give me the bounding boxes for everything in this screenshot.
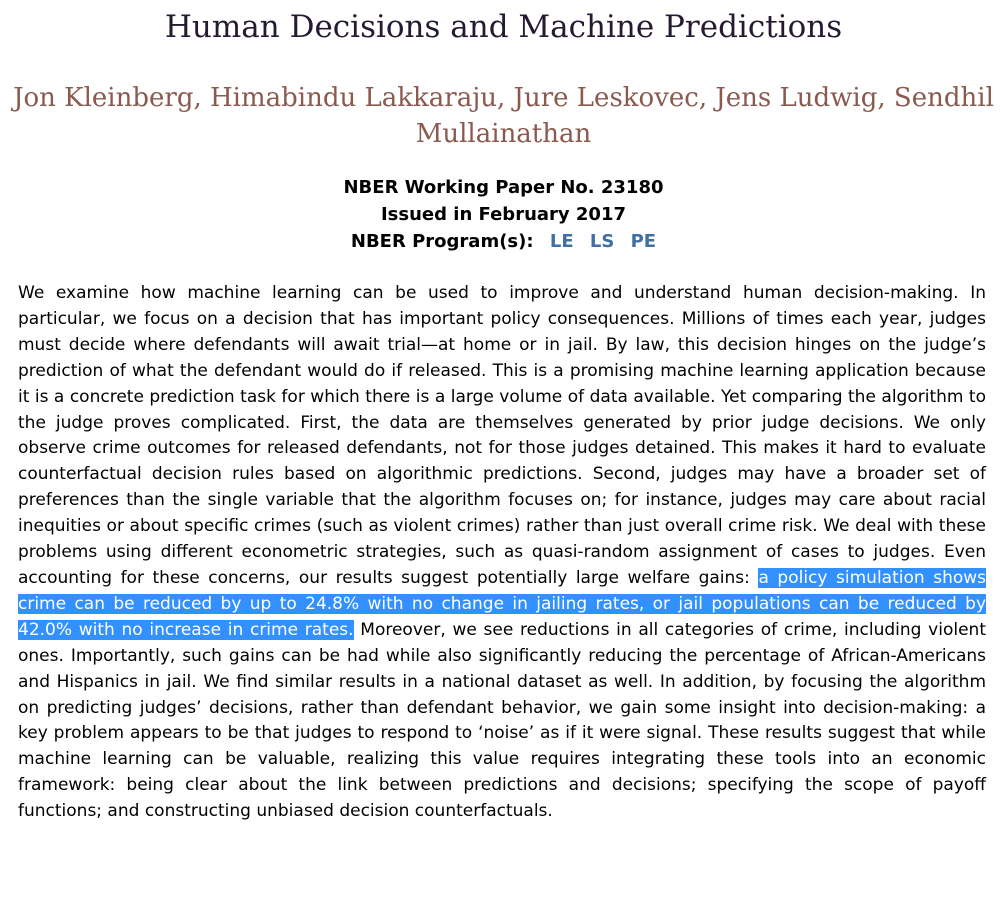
working-paper-number: NBER Working Paper No. 23180 — [343, 177, 664, 198]
abstract-text[interactable] — [18, 281, 986, 825]
programs-label: NBER Program(s): — [350, 231, 534, 252]
program-link-ls[interactable]: LS — [589, 231, 615, 252]
program-link-le[interactable]: LE — [549, 231, 574, 252]
abstract-before-selection: We examine how machine learning can be used to improve and understand human decision-making. In particular, we focus on a decision that has important policy consequences. Millions of times each year, judges must decide where defendants will await trial—at home or in jail. By law, this decision hinges on the judge’s prediction of what the defendant would do if released. This is a promising machine learning application because it is a concrete prediction task for which there is a large volume of data available. Yet comparing the algorithm to the judge proves complicated. First, the data are themselves generated by prior judge decisions. We only observe crime outcomes for released defendants, not for those judges detained. This makes it hard to evaluate counterfactual decision rules based on algorithmic predictions. Second, judges may have a broader set of preferences than the single variable that the algorithm focuses on; for instance, judges may care about racial inequities or about specific crimes (such as violent crimes) rather than just overall crime risk. We deal with these problems using different econometric strategies, such as quasi-random assignment of cases to judges. Even accounting for these concerns, our results suggest potentially large welfare gains: — [18, 283, 986, 588]
program-link-pe[interactable]: PE — [630, 231, 657, 252]
issue-date: Issued in February 2017 — [380, 204, 627, 225]
selected-text-highlight[interactable]: a policy simulation shows crime can be reduced by up to 24.8% with no change in jailing rates, or jail populations can be reduced by 42.0% with no increase in crime rates. — [18, 567, 987, 640]
paper-metadata — [0, 174, 1007, 255]
abstract-after-selection: Moreover, we see reductions in all categories of crime, including violent ones. Importantly, such gains can be had while also significantly reducing the percentage of African-Americans and Hispanics in jail. We find similar results in a national dataset as well. In addition, by focusing the algorithm on predicting judges’ decisions, rather than defendant behavior, we gain some insight into decision-making: a key problem appears to be that judges to respond to ‘noise’ as if it were signal. These results suggest that while machine learning can be valuable, realizing this value requires integrating these tools into an economic framework: being clear about the link between predictions and decisions; specifying the scope of payoff functions; and constructing unbiased decision counterfactuals. — [18, 619, 986, 822]
programs-row — [0, 228, 1007, 255]
paper-title: Human Decisions and Machine Predictions — [164, 9, 843, 45]
paper-authors: Jon Kleinberg, Himabindu Lakkaraju, Jure Leskovec, Jens Ludwig, Sendhil Mullainathan — [13, 83, 994, 149]
